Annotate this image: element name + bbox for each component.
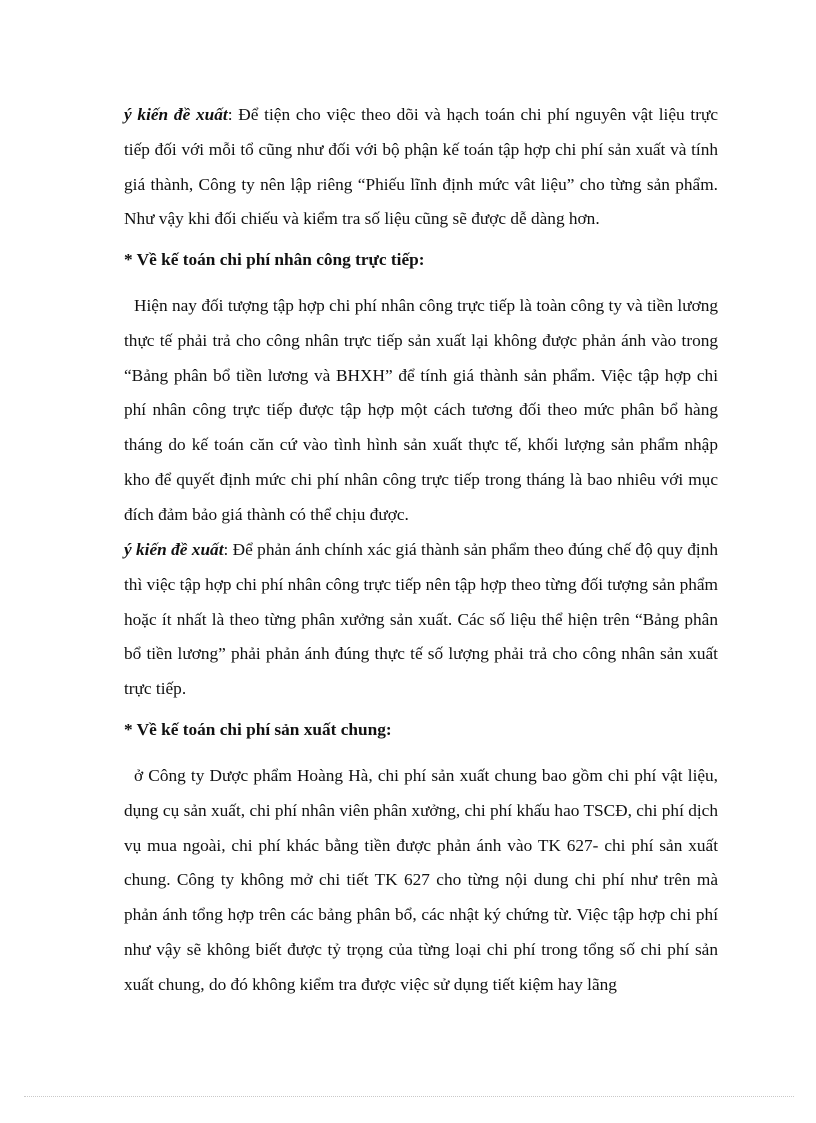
paragraph-proposal-materials	[124, 98, 718, 237]
paragraph-text: : Để phản ánh chính xác giá thành sản phẩm theo đúng chế độ quy định thì việc tập hợp chi phí nhân công trực tiếp nên tập hợp theo từng đối tượng sản phẩm hoặc ít nhất là theo từng phân xưởng sản xuất. Các số liệu thể hiện trên “Bảng phân bổ tiền lương” phải phản ánh đúng thực tế số lượng phải trả cho công nhân sản xuất trực tiếp.	[124, 540, 718, 699]
paragraph-overhead: ở Công ty Dược phẩm Hoàng Hà, chi phí sản xuất chung bao gồm chi phí vật liệu, dụng cụ sản xuất, chi phí nhân viên phân xưởng, chi phí khấu hao TSCĐ, chi phí dịch vụ mua ngoài, chi phí khác bằng tiền được phản ánh vào TK 627- chi phí sản xuất chung. Công ty không mở chi tiết TK 627 cho từng nội dung chi phí như trên mà phản ánh tổng hợp trên các bảng phân bổ, các nhật ký chứng từ. Việc tập hợp chi phí như vậy sẽ không biết được tỷ trọng của từng loại chi phí trong tổng số chi phí sản xuất chung, do đó không kiểm tra được việc sử dụng tiết kiệm hay lãng	[124, 766, 718, 994]
section-heading-direct-labor: * Về kế toán chi phí nhân công trực tiếp:	[124, 250, 425, 269]
proposal-label: ý kiến đề xuất	[124, 540, 224, 559]
page-bottom-divider	[24, 1096, 794, 1097]
paragraph-direct-labor: Hiện nay đối tượng tập hợp chi phí nhân công trực tiếp là toàn công ty và tiền lương thực tế phải trả cho công nhân trực tiếp sản xuất lại không được phản ánh vào trong “Bảng phân bổ tiền lương và BHXH” để tính giá thành sản phẩm. Việc tập hợp chi phí nhân công trực tiếp được tập hợp một cách tương đối theo mức phân bổ hàng tháng do kế toán căn cứ vào tình hình sản xuất thực tế, khối lượng sản phẩm nhập kho để quyết định mức chi phí nhân công trực tiếp trong tháng là bao nhiêu với mục đích đảm bảo giá thành có thể chịu được.	[124, 296, 718, 524]
paragraph-proposal-labor	[124, 533, 718, 707]
section-heading-overhead: * Về kế toán chi phí sản xuất chung:	[124, 720, 392, 739]
paragraph-text: : Để tiện cho việc theo dõi và hạch toán chi phí nguyên vật liệu trực tiếp đối với mỗi tổ cũng như đối với bộ phận kế toán tập hợp chi phí sản xuất và tính giá thành, Công ty nên lập riêng “Phiếu lĩnh định mức vât liệu” cho từng sản phẩm. Như vậy khi đối chiếu và kiểm tra số liệu cũng sẽ được dễ dàng hơn.	[124, 105, 718, 229]
proposal-label: ý kiến đề xuất	[124, 105, 228, 124]
